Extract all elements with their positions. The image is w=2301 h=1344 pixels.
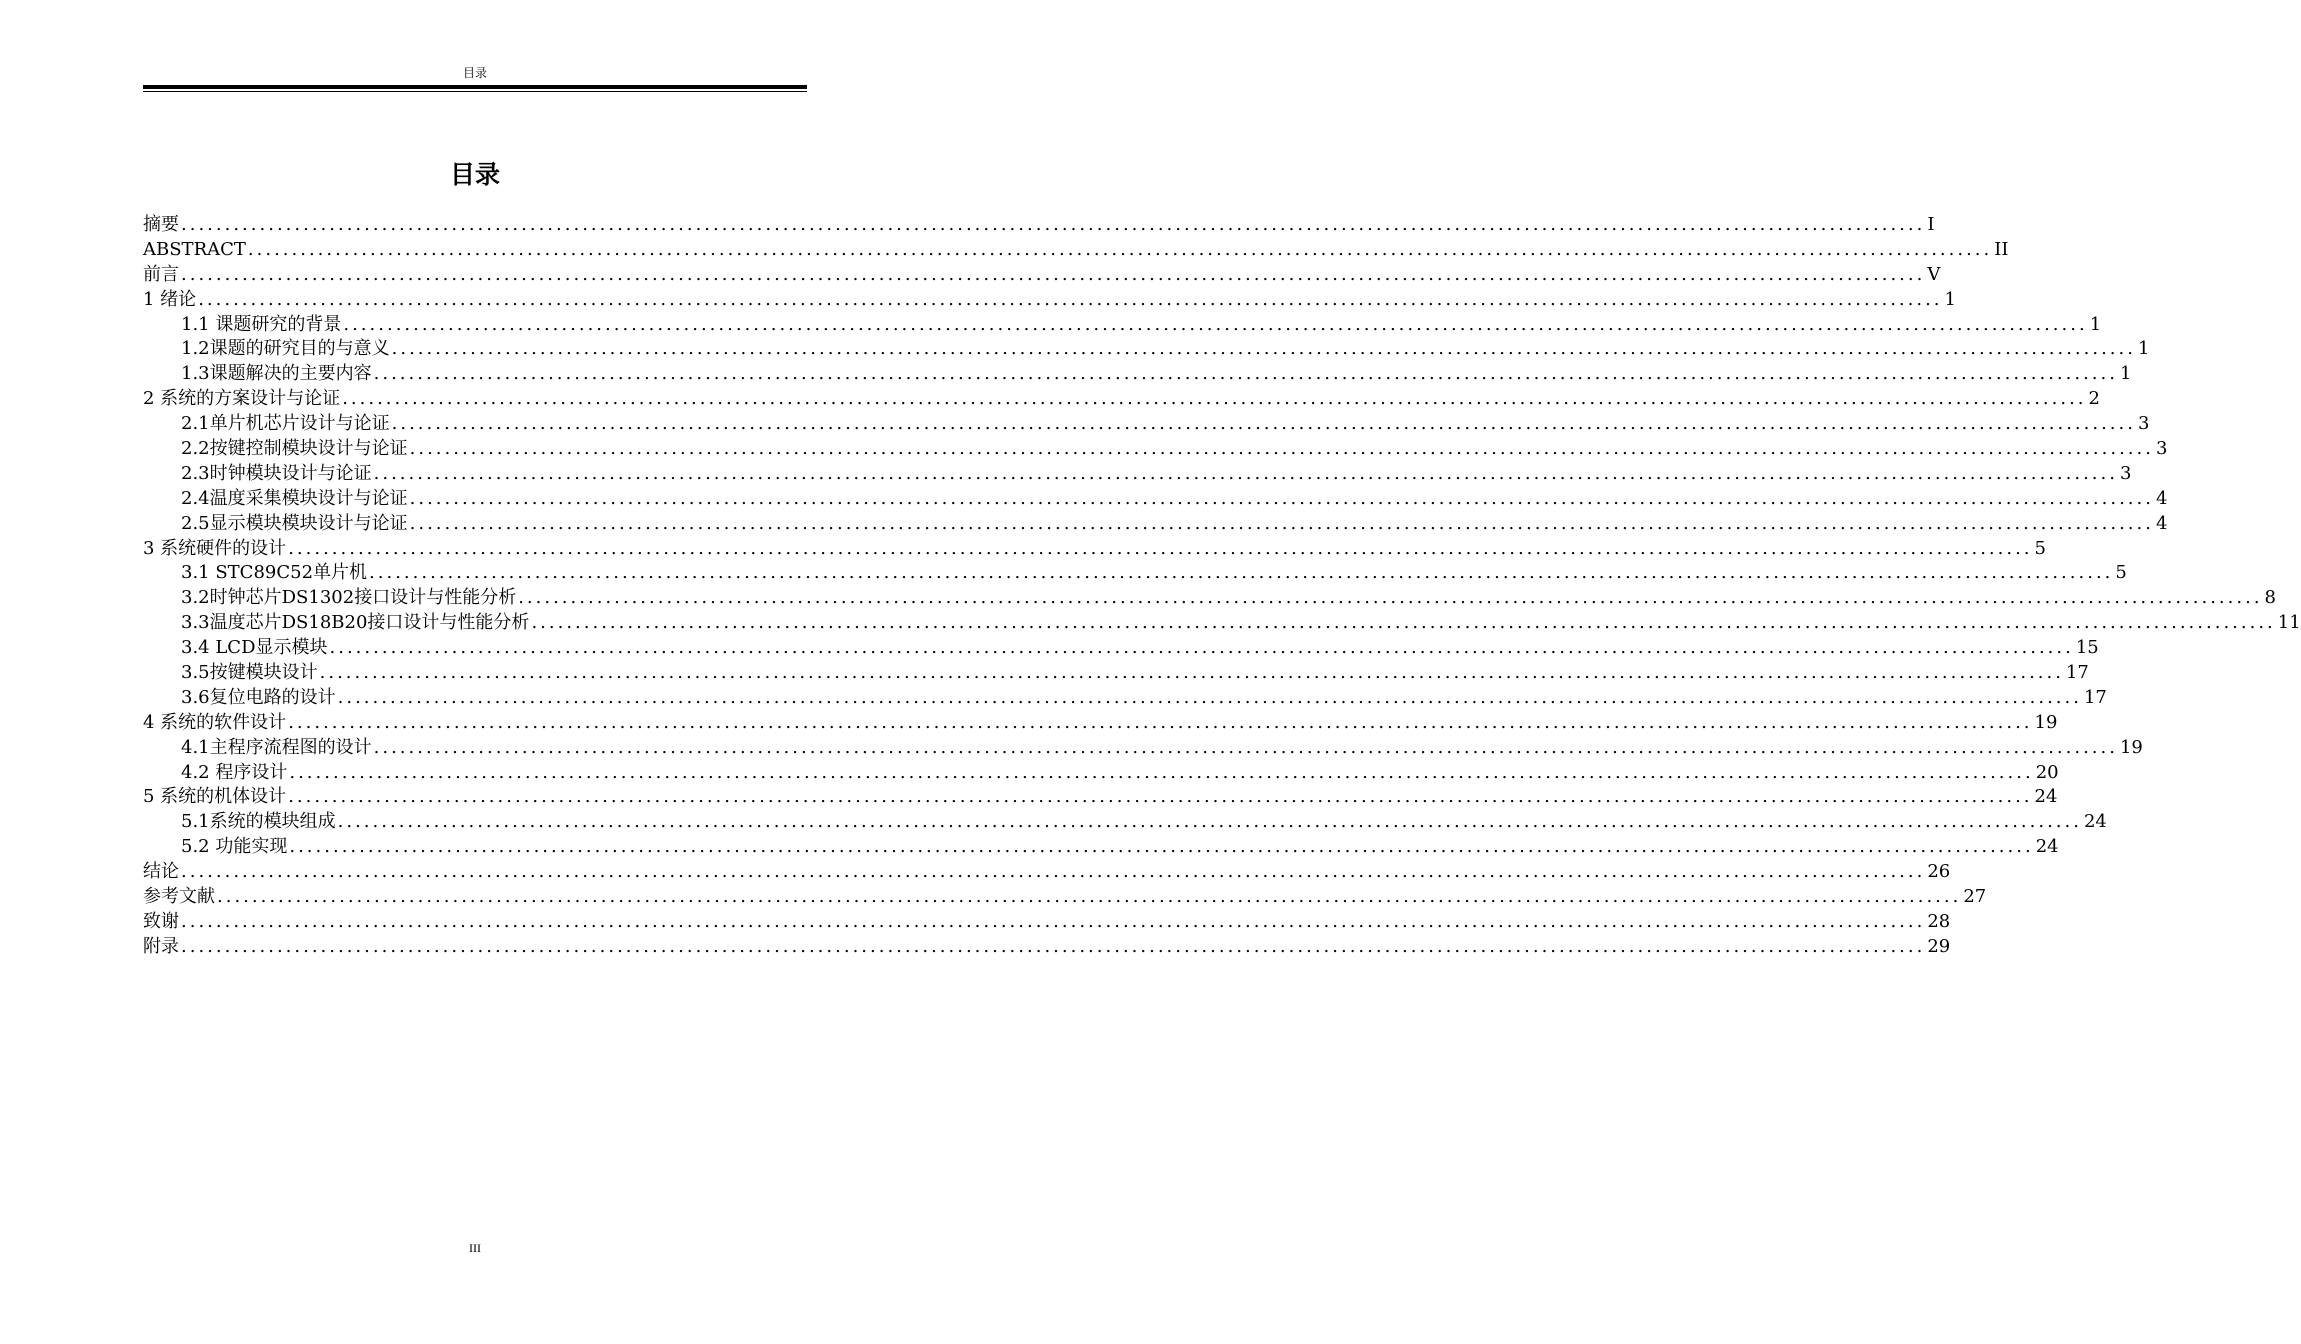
toc-entry-page: 1 (2089, 313, 2102, 335)
toc-entry-label: 1.1 课题研究的背景 (181, 313, 342, 335)
toc-entry[interactable] (143, 288, 1956, 313)
toc-entry[interactable] (143, 462, 2132, 487)
toc-entry-page: 19 (2119, 736, 2143, 758)
toc-entry-label: 结论 (143, 861, 179, 883)
toc-entry-page: 3 (2155, 438, 2168, 460)
toc-entry-label: 2.4温度采集模块设计与论证 (181, 487, 408, 509)
toc-entry[interactable] (143, 835, 2059, 860)
toc-entry-label: 参考文献 (143, 886, 215, 908)
toc-dot-leader: ........................................................................................................................................................................................................ (181, 861, 1926, 883)
toc-entry[interactable] (143, 711, 2058, 736)
toc-entry-page: 26 (1927, 861, 1951, 883)
toc-dot-leader: ........................................................................................................................................................................................................ (288, 711, 2033, 733)
toc-entry-page: 11 (2277, 612, 2301, 634)
toc-dot-leader: ........................................................................................................................................................................................................ (329, 637, 2074, 659)
toc-entry-label: 1.2课题的研究目的与意义 (181, 338, 390, 360)
toc-entry[interactable] (143, 537, 2046, 562)
toc-dot-leader: ........................................................................................................................................................................................................ (391, 413, 2136, 435)
toc-entry-label: 3.1 STC89C52单片机 (181, 562, 368, 584)
toc-dot-leader: ........................................................................................................................................................................................................ (288, 786, 2033, 808)
toc-entry-label: 2.2按键控制模块设计与论证 (181, 438, 408, 460)
toc-entry-label: ABSTRACT (143, 238, 246, 260)
toc-entry-page: II (1994, 238, 2009, 260)
toc-dot-leader: ........................................................................................................................................................................................................ (391, 338, 2136, 360)
toc-dot-leader: ........................................................................................................................................................................................................ (181, 263, 1926, 285)
toc-entry-page: 24 (2035, 836, 2059, 858)
toc-entry-label: 2.3时钟模块设计与论证 (181, 462, 372, 484)
toc-entry[interactable] (143, 238, 2009, 263)
toc-entry[interactable] (143, 736, 2143, 761)
toc-entry-label: 2.1单片机芯片设计与论证 (181, 413, 390, 435)
toc-dot-leader: ........................................................................................................................................................................................................ (289, 836, 2034, 858)
toc-entry-page: 1 (2137, 338, 2150, 360)
toc-entry[interactable] (143, 611, 2301, 636)
table-of-contents (143, 213, 2301, 960)
toc-entry-label: 4.1主程序流程图的设计 (181, 736, 372, 758)
toc-entry-label: 摘要 (143, 214, 179, 235)
toc-entry-label: 3.3温度芯片DS18B20接口设计与性能分析 (181, 612, 530, 634)
page-title: 目录 (449, 160, 500, 189)
toc-entry-page: I (1927, 214, 1935, 235)
toc-dot-leader: ........................................................................................................................................................................................................ (373, 736, 2118, 758)
toc-dot-leader: ........................................................................................................................................................................................................ (518, 587, 2263, 609)
toc-dot-leader: ........................................................................................................................................................................................................ (409, 487, 2154, 509)
toc-entry-page: 27 (1963, 886, 1987, 908)
toc-entry-page: 8 (2264, 587, 2276, 609)
toc-entry-page: 19 (2034, 711, 2058, 733)
header-rule-thin (143, 91, 807, 92)
toc-entry-page: 3 (2137, 413, 2150, 435)
toc-entry[interactable] (143, 686, 2107, 711)
toc-dot-leader: ........................................................................................................................................................................................................ (343, 313, 2088, 335)
toc-entry-page: 24 (2034, 786, 2058, 808)
toc-entry-label: 3.6复位电路的设计 (181, 686, 336, 708)
toc-entry-page: 20 (2035, 761, 2059, 783)
toc-entry[interactable] (143, 263, 1941, 288)
toc-entry-label: 3.2时钟芯片DS1302接口设计与性能分析 (181, 587, 517, 609)
toc-dot-leader: ........................................................................................................................................................................................................ (198, 288, 1943, 310)
toc-entry[interactable] (143, 586, 2276, 611)
toc-dot-leader: ........................................................................................................................................................................................................ (288, 537, 2033, 559)
toc-entry[interactable] (143, 636, 2099, 661)
toc-dot-leader: ........................................................................................................................................................................................................ (181, 935, 1926, 957)
toc-entry-label: 3.5按键模块设计 (181, 662, 318, 684)
toc-entry-label: 2 系统的方案设计与论证 (143, 388, 341, 410)
toc-entry-label: 4 系统的软件设计 (143, 711, 287, 733)
toc-entry-label: 4.2 程序设计 (181, 761, 288, 783)
toc-dot-leader: ........................................................................................................................................................................................................ (409, 512, 2154, 534)
toc-entry-label: 3.4 LCD显示模块 (181, 637, 328, 659)
toc-dot-leader: ........................................................................................................................................................................................................ (181, 214, 1926, 235)
toc-entry[interactable] (143, 512, 2168, 537)
toc-entry-page: 24 (2083, 811, 2107, 833)
toc-entry[interactable] (143, 761, 2059, 786)
toc-dot-leader: ........................................................................................................................................................................................................ (531, 612, 2276, 634)
toc-entry[interactable] (143, 661, 2089, 686)
toc-entry-label: 5.2 功能实现 (181, 836, 288, 858)
toc-entry-page: 5 (2115, 562, 2127, 584)
toc-entry-page: 28 (1927, 910, 1951, 932)
toc-entry-label: 前言 (143, 263, 179, 285)
toc-entry[interactable] (143, 387, 2100, 412)
toc-entry[interactable] (143, 885, 1987, 910)
toc-entry-label: 2.5显示模块模块设计与论证 (181, 512, 408, 534)
toc-dot-leader: ........................................................................................................................................................................................................ (369, 562, 2114, 584)
toc-entry[interactable] (143, 337, 2150, 362)
toc-entry-label: 1.3课题解决的主要内容 (181, 363, 372, 385)
toc-entry[interactable] (143, 910, 1951, 935)
toc-entry[interactable] (143, 785, 2058, 810)
toc-entry-page: V (1927, 263, 1941, 285)
toc-entry-label: 致谢 (143, 910, 179, 932)
toc-entry-page: 4 (2155, 487, 2168, 509)
toc-entry[interactable] (143, 213, 1935, 238)
toc-entry-label: 1 绪论 (143, 288, 197, 310)
running-header: 目录 (462, 66, 487, 80)
toc-entry-page: 4 (2155, 512, 2168, 534)
toc-entry-page: 5 (2034, 537, 2046, 559)
toc-entry-page: 1 (2119, 363, 2132, 385)
toc-entry[interactable] (143, 412, 2150, 437)
toc-dot-leader: ........................................................................................................................................................................................................ (373, 462, 2118, 484)
toc-entry-page: 17 (2083, 686, 2107, 708)
toc-dot-leader: ........................................................................................................................................................................................................ (337, 686, 2082, 708)
toc-entry-label: 5 系统的机体设计 (143, 786, 287, 808)
toc-entry-label: 5.1系统的模块组成 (181, 811, 336, 833)
toc-entry-page: 1 (1944, 288, 1956, 310)
toc-entry-label: 3 系统硬件的设计 (143, 537, 287, 559)
toc-entry[interactable] (143, 313, 2102, 338)
toc-entry-page: 15 (2075, 637, 2099, 659)
toc-entry-label: 附录 (143, 935, 179, 957)
toc-dot-leader: ........................................................................................................................................................................................................ (289, 761, 2034, 783)
toc-entry-page: 17 (2065, 662, 2089, 684)
header-rule-thick (143, 85, 807, 89)
toc-dot-leader: ........................................................................................................................................................................................................ (342, 388, 2087, 410)
toc-entry[interactable] (143, 437, 2168, 462)
toc-entry[interactable] (143, 810, 2107, 835)
toc-dot-leader: ........................................................................................................................................................................................................ (337, 811, 2082, 833)
toc-entry-page: 3 (2119, 462, 2132, 484)
toc-dot-leader: ........................................................................................................................................................................................................ (247, 238, 1993, 260)
toc-entry-page: 29 (1927, 935, 1951, 957)
toc-entry[interactable] (143, 487, 2168, 512)
toc-entry[interactable] (143, 935, 1951, 960)
toc-dot-leader: ........................................................................................................................................................................................................ (217, 886, 1962, 908)
page-number: III (469, 1241, 481, 1255)
toc-entry[interactable] (143, 561, 2127, 586)
toc-dot-leader: ........................................................................................................................................................................................................ (181, 910, 1926, 932)
toc-dot-leader: ........................................................................................................................................................................................................ (319, 662, 2064, 684)
toc-dot-leader: ........................................................................................................................................................................................................ (373, 363, 2118, 385)
toc-entry[interactable] (143, 362, 2132, 387)
toc-entry[interactable] (143, 860, 1951, 885)
toc-dot-leader: ........................................................................................................................................................................................................ (409, 438, 2154, 460)
toc-entry-page: 2 (2088, 388, 2100, 410)
